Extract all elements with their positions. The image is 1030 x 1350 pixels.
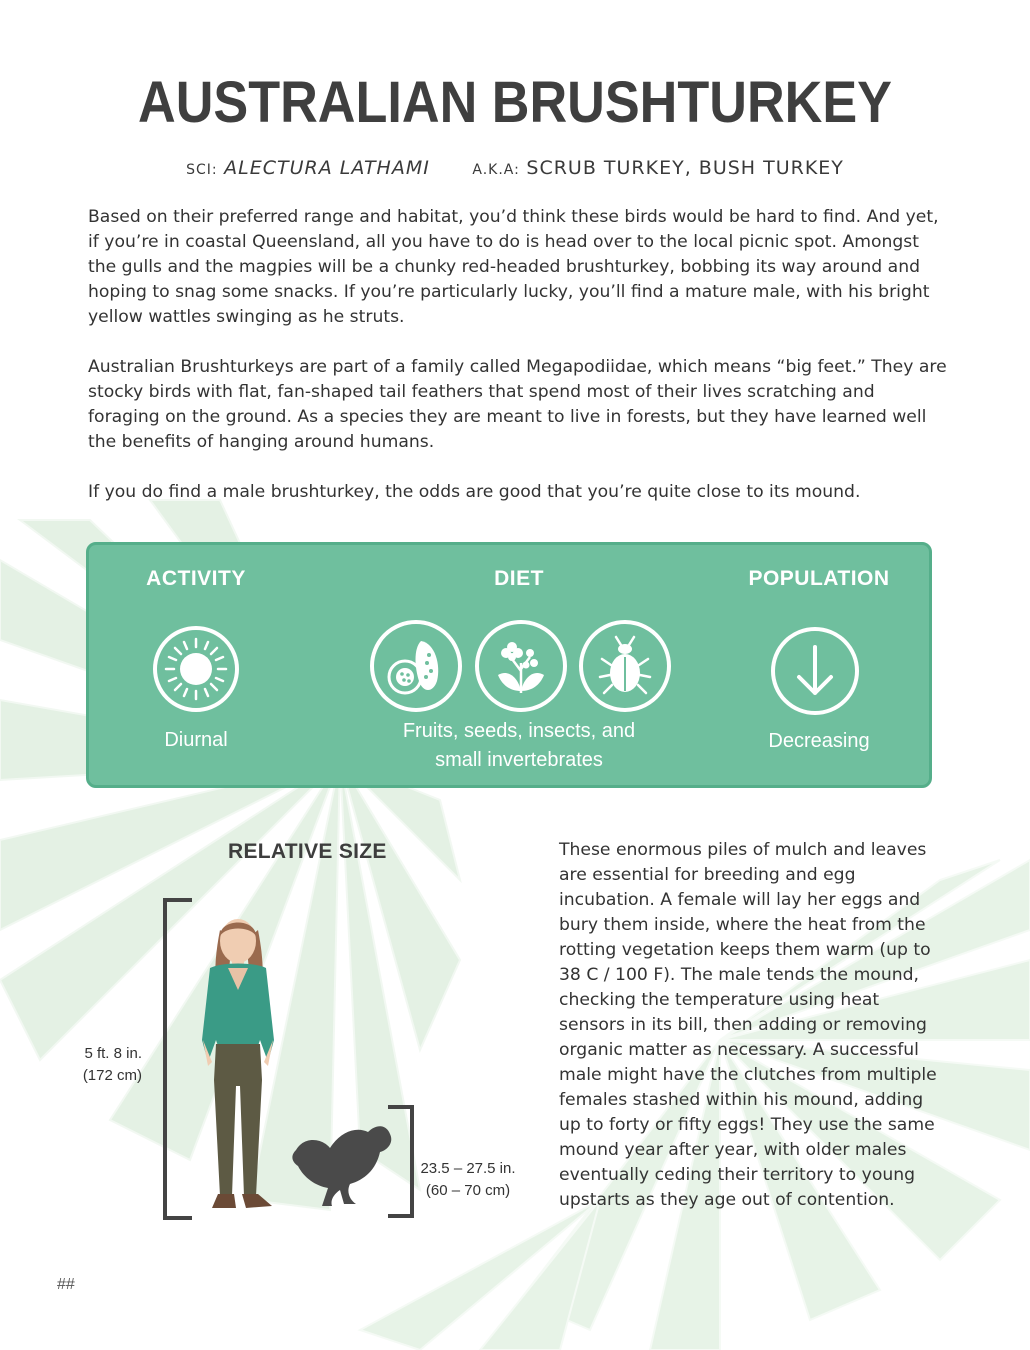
human-height-label — [58, 1043, 142, 1087]
intro-paragraph-2: Australian Brushturkeys are part of a family called Megapodiidae, which means “big feet.” They are stocky birds with flat, fan-shaped tail feathers that spend most of their lives scratching and foraging on the ground. As a species they are meant to live in forests, but they have learned well the benefits of hanging around humans. — [88, 357, 947, 452]
activity-value: Diurnal — [164, 729, 228, 751]
intro-paragraph-3: If you do find a male brushturkey, the odds are good that you’re quite close to its mound. — [88, 482, 861, 502]
page-title: AUSTRALIAN BRUSHTURKEY — [137, 70, 893, 135]
human-height-bracket — [165, 900, 192, 1218]
human-height-line-2: (172 cm) — [82, 1067, 142, 1084]
brushturkey-silhouette — [292, 1126, 391, 1206]
bird-height-bracket — [388, 1107, 412, 1216]
diet-heading: DIET — [494, 567, 544, 590]
intro-paragraph-1: Based on their preferred range and habitat, you’d think these birds would be hard to find. And yet, if you’re in coastal Queensland, all you have to do is head over to the local picnic spot. Amongst the gulls and the magpies will be a chunky red-headed brushturkey, bobbing its way around and hoping to snag some snacks. If you’re particularly lucky, you’ll find a mature male, with his bright yellow wattles swinging as he struts. — [88, 207, 939, 327]
relative-size-heading: RELATIVE SIZE — [228, 840, 387, 863]
activity-heading: ACTIVITY — [146, 567, 246, 590]
bird-height-label — [418, 1158, 518, 1202]
aka-names: SCRUB TURKEY, BUSH TURKEY — [526, 157, 844, 179]
population-heading: POPULATION — [748, 567, 890, 590]
aka-label: A.K.A: — [472, 162, 520, 178]
bird-height-line-2: (60 – 70 cm) — [425, 1182, 511, 1199]
bird-height-line-1: 23.5 – 27.5 in. — [420, 1160, 516, 1177]
mound-description: These enormous piles of mulch and leaves are essential for breeding and egg incubation. A female will lay her eggs and bury them inside, where the heat from the rotting vegetation keeps them warm (up to 38 C / 100 F). The male tends the mound, checking the temperature using heat sensors in its bill, then adding or removing organic matter as necessary. A successful male might have the clutches from multiple females stashed within his mound, adding up to forty or fifty eggs! They use the same mound year after year, with older males eventually ceding their territory to young upstarts as they age out of contention. — [559, 840, 937, 1210]
population-value: Decreasing — [768, 730, 870, 752]
human-figure — [202, 919, 274, 1208]
diet-value-line-2: small invertebrates — [435, 749, 603, 771]
page-number: ## — [57, 1276, 75, 1293]
sci-label: SCI: — [186, 162, 218, 178]
human-height-line-1: 5 ft. 8 in. — [84, 1045, 142, 1062]
diet-value-line-1: Fruits, seeds, insects, and — [402, 720, 636, 742]
sci-name: ALECTURA LATHAMI — [224, 157, 430, 179]
